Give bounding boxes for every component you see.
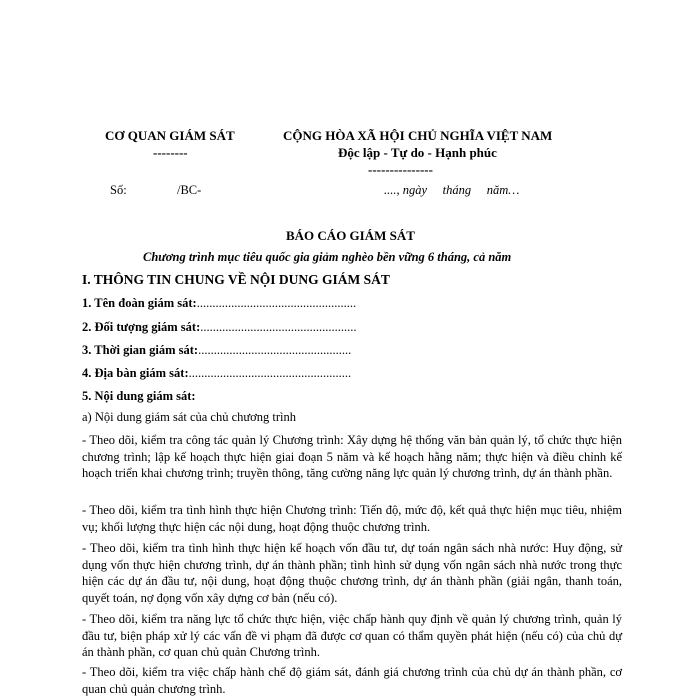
item-dots: ................................................... — [196, 296, 357, 310]
paragraph-compliance: - Theo dõi, kiểm tra việc chấp hành chế độ giám sát, đánh giá chương trình của chủ dự án thành phần, cơ quan chủ quản chương trình. — [82, 665, 622, 696]
paragraph-implementation: - Theo dõi, kiểm tra tình hình thực hiện Chương trình: Tiến độ, mức độ, kết quả thực hiện mục tiêu, nhiệm vụ; khối lượng thực hiện các nội dung, hoạt động thuộc chương trình. — [82, 503, 622, 534]
item-time — [82, 343, 351, 358]
agency-name: CƠ QUAN GIÁM SÁT — [105, 128, 235, 143]
report-subtitle: Chương trình mục tiêu quốc gia giảm nghèo bền vững 6 tháng, cả năm — [143, 250, 512, 264]
report-title: BÁO CÁO GIÁM SÁT — [286, 228, 415, 243]
paragraph-capital: - Theo dõi, kiểm tra tình hình thực hiện kế hoạch vốn đầu tư, dự toán ngân sách nhà nước: Huy động, sử dụng vốn thực hiện chương trình, dự án thành phần; tình hình sử dụng vốn ngân sách nhà nước trong thực hiện các dự án đầu tư, nội dung, hoạt động thuộc chương trình, dự án thành phần (giải ngân, thanh toán, quyết toán, nợ đọng vốn xây dựng cơ bản (nếu có). — [82, 541, 622, 605]
date-line: ...., ngày tháng năm… — [384, 183, 520, 197]
document-number-suffix: /BC- — [177, 183, 202, 197]
section-heading: I. THÔNG TIN CHUNG VỀ NỘI DUNG GIÁM SÁT — [82, 272, 390, 287]
item-label: 5. Nội dung giám sát: — [82, 389, 196, 403]
item-dots: .................................................... — [188, 366, 352, 380]
item-subject — [82, 320, 357, 335]
motto: Độc lập - Tự do - Hạnh phúc — [338, 145, 497, 160]
item-dots: .................................................. — [200, 320, 357, 334]
agency-rule: -------- — [153, 145, 188, 160]
document-number-label: Số: — [110, 183, 127, 197]
item-label: 4. Địa bàn giám sát: — [82, 366, 189, 380]
item-label: 2. Đối tượng giám sát: — [82, 320, 201, 334]
motto-rule: --------------- — [368, 162, 433, 177]
item-area — [82, 366, 351, 381]
item-dots: ................................................. — [198, 343, 352, 357]
item-content — [82, 389, 196, 404]
paragraph-capacity: - Theo dõi, kiểm tra năng lực tổ chức thực hiện, việc chấp hành quy định về quản lý chương trình, quản lý đầu tư, biện pháp xử lý các vấn đề vi phạm đã được cơ quan có thẩm quyền phát hiện (nếu có) của chủ dự án thành phần, cơ quan chủ quản Chương trình. — [82, 612, 622, 659]
country-name: CỘNG HÒA XÃ HỘI CHỦ NGHĨA VIỆT NAM — [283, 128, 553, 143]
item-label: 1. Tên đoàn giám sát: — [82, 296, 197, 310]
item-label: 3. Thời gian giám sát: — [82, 343, 199, 357]
paragraph-management: - Theo dõi, kiểm tra công tác quản lý Chương trình: Xây dựng hệ thống văn bản quản lý, tổ chức thực hiện chương trình; lập kế hoạch thực hiện giai đoạn 5 năm và kế hoạch hằng năm; thực hiện và điều chỉnh kế hoạch triển khai chương trình; truyền thông, tăng cường năng lực quản lý chương trình, dự án thành phần. — [82, 433, 622, 480]
subsection-a: a) Nội dung giám sát của chủ chương trình — [82, 410, 297, 424]
item-team-name — [82, 296, 356, 311]
